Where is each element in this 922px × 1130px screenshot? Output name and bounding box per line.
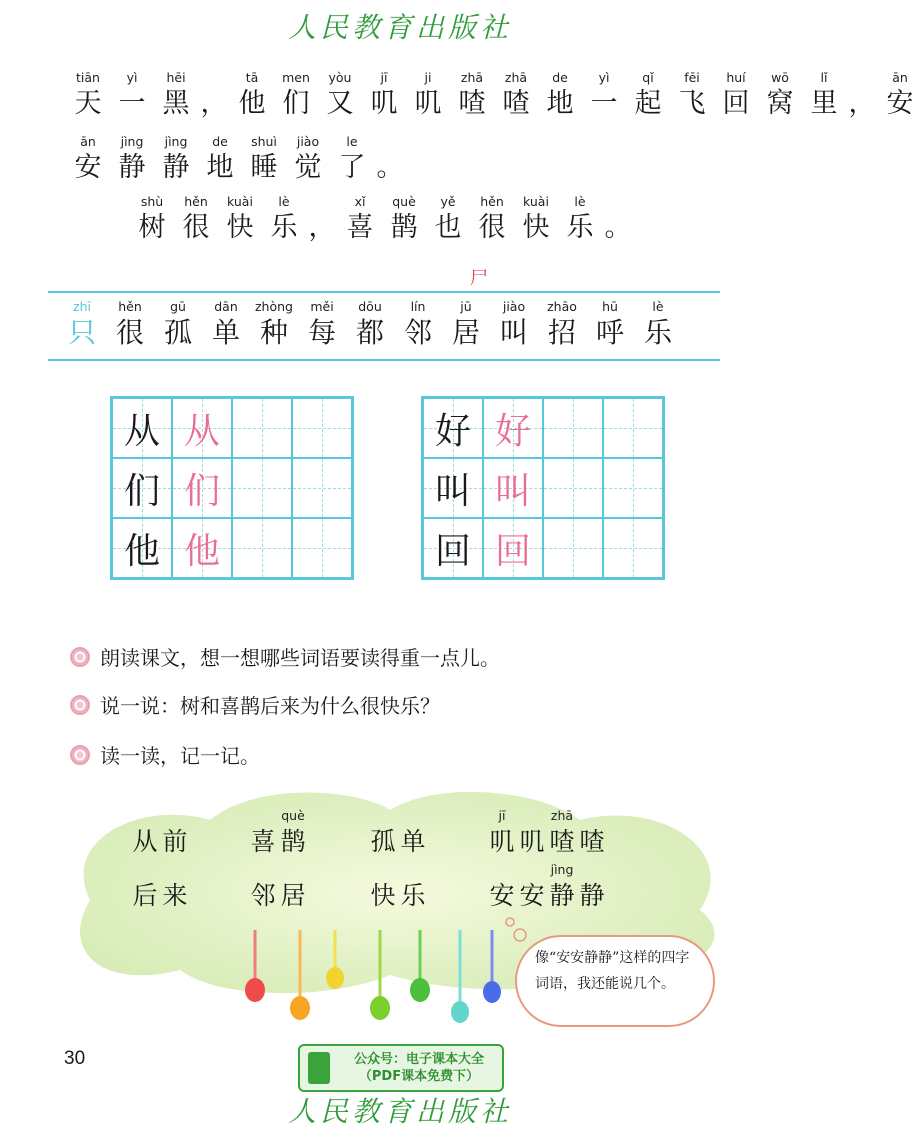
vocab-word [248,808,308,860]
syllable [582,70,626,122]
grid-cell [543,458,603,518]
hanzi: 静 [579,881,605,910]
hanzi: 孤 [370,827,396,856]
hanzi: 。 [604,212,632,243]
vocab-word [130,808,190,860]
hanzi: 每 [307,316,336,349]
hanzi: 他 [238,88,266,119]
syllable [714,70,758,122]
speech-bubble: 像“安安静静”这样的四字词语，我还能说几个。 [515,935,715,1027]
syllable [198,134,242,186]
syllable [374,134,406,186]
pinyin: jiào [296,134,320,149]
grid-cell [423,458,483,518]
syllable [346,299,394,351]
hanzi: 喳 [549,827,575,856]
pinyin: hěn [184,194,208,209]
syllable [218,194,262,246]
syllable [626,70,670,122]
hanzi: 从 [132,827,158,856]
hanzi: 鹊 [390,212,418,243]
syllable [198,70,230,122]
grid-cell [232,458,292,518]
pinyin: jī [498,808,506,823]
pinyin: dōu [358,299,382,314]
hanzi: 邻 [250,881,276,910]
pinyin: lè [278,194,290,209]
syllable [286,134,330,186]
hanzi: 叽 [370,88,398,119]
syllable [450,70,494,122]
hanzi: 孤 [163,316,192,349]
hanzi: 飞 [678,88,706,119]
grid-cell [543,398,603,458]
hanzi: 乐 [400,881,426,910]
hanzi: 喳 [502,88,530,119]
syllable [394,299,442,351]
question-2 [70,690,440,719]
hanzi: 里 [810,88,838,119]
writing-grid-left [110,396,354,580]
radical-note: 尸 [470,268,488,289]
syllable [230,70,274,122]
question-text: 朗读课文，想一想哪些词语要读得重一点儿。 [100,646,500,670]
question-text: 说一说：树和喜鹊后来为什么很快乐？ [100,694,440,718]
hanzi: 叽 [414,88,442,119]
syllable [470,194,514,246]
pinyin: yòu [328,70,352,85]
hanzi: 一 [118,88,146,119]
stamp-line-1: 公众号：电子课本大全 [353,1052,484,1067]
hanzi: 居 [280,881,306,910]
vocab-word [368,862,428,914]
syllable [248,862,278,914]
hanzi: 也 [434,212,462,243]
syllable [298,299,346,351]
hanzi: 很 [478,212,506,243]
syllable [110,70,154,122]
pinyin: tā [245,70,259,85]
hanzi: 快 [522,212,550,243]
pinyin: huí [726,70,746,85]
pinyin: yě [440,194,456,209]
syllable [494,70,538,122]
hanzi: 来 [162,881,188,910]
syllable [547,862,577,914]
hanzi: 树 [138,212,166,243]
syllable [58,299,106,351]
pinyin: zhā [460,70,484,85]
hanzi: 叽 [489,827,515,856]
syllable [362,70,406,122]
hanzi: 邻 [403,316,432,349]
grid-cell [483,398,543,458]
syllable [577,808,607,860]
hanzi: 乐 [643,316,672,349]
syllable [514,194,558,246]
pinyin: zhā [504,70,528,85]
syllable [487,808,517,860]
syllable [406,70,450,122]
syllable [154,134,198,186]
hanzi: 乐 [566,212,594,243]
hanzi: 喳 [458,88,486,119]
syllable [517,808,547,860]
book-icon [308,1052,330,1084]
hanzi: ， [200,88,228,119]
hanzi: 很 [182,212,210,243]
hanzi: 安 [489,881,515,910]
hanzi: 地 [546,88,574,119]
syllable [577,862,607,914]
pinyin: hū [602,299,618,314]
syllable [368,808,398,860]
hanzi: 静 [118,152,146,183]
pinyin: jìng [164,134,188,149]
pinyin: men [282,70,310,85]
question-text: 读一读，记一记。 [100,744,260,768]
syllable [160,862,190,914]
hanzi: 起 [634,88,662,119]
model-character: 他 [123,530,160,572]
hanzi: 。 [376,152,404,183]
pinyin: lǐ [820,70,828,85]
syllable [602,194,634,246]
grid-cell [112,458,172,518]
trace-character: 好 [494,410,531,452]
syllable [878,70,922,122]
grid-cell [603,398,663,458]
syllable [274,70,318,122]
pinyin: qǐ [642,70,654,85]
grid-cell [112,518,172,578]
grid-cell [483,458,543,518]
trace-character: 们 [183,470,220,512]
grid-cell [172,398,232,458]
syllable [202,299,250,351]
hanzi: 了 [338,152,366,183]
hanzi: 安 [519,881,545,910]
syllable [426,194,470,246]
grid-cell [232,398,292,458]
syllable [846,70,878,122]
pinyin: lè [574,194,586,209]
vocab-word [487,862,607,914]
pinyin: jìng [550,862,574,877]
vocab-word [130,862,190,914]
pinyin: jī [380,70,388,85]
grid-cell [292,398,352,458]
text-line [66,70,922,122]
hanzi: 喜 [346,212,374,243]
pinyin: kuài [523,194,549,209]
pinyin: yì [126,70,138,85]
pinyin: le [346,134,358,149]
grid-cell [172,458,232,518]
hanzi: 快 [370,881,396,910]
pinyin: měi [310,299,334,314]
hanzi: 单 [211,316,240,349]
hanzi: 安 [74,152,102,183]
hanzi: ， [308,212,336,243]
pinyin: de [212,134,228,149]
stamp-line-2: （PDF课本免费下） [358,1069,480,1084]
syllable [248,808,278,860]
question-1 [70,642,500,671]
syllable [558,194,602,246]
syllable [106,299,154,351]
pinyin: jiào [502,299,526,314]
hanzi: 地 [206,152,234,183]
pinyin: wō [771,70,789,85]
pinyin: què [392,194,416,209]
text-line [130,194,634,246]
new-characters-bar [48,291,720,361]
syllable [670,70,714,122]
trace-character: 叫 [494,470,531,512]
model-character: 回 [434,530,471,572]
grid-cell [292,518,352,578]
syllable [338,194,382,246]
hanzi: 乐 [270,212,298,243]
writing-grid-right [421,396,665,580]
syllable [130,194,174,246]
syllable [538,70,582,122]
syllable [634,299,682,351]
hanzi: 呼 [595,316,624,349]
syllable [368,862,398,914]
syllable [278,808,308,860]
pinyin: jū [460,299,472,314]
pinyin: tiān [76,70,100,85]
model-character: 从 [123,410,160,452]
grid-cell [543,518,603,578]
pinyin: lè [652,299,664,314]
hanzi: 们 [282,88,310,119]
pinyin: hēi [166,70,186,85]
grid-cell [603,458,663,518]
pinyin: zhī [73,299,91,314]
syllable [130,808,160,860]
syllable [154,70,198,122]
hanzi: 前 [162,827,188,856]
syllable [306,194,338,246]
pinyin: ān [892,70,908,85]
syllable [154,299,202,351]
text-line [66,134,406,186]
hanzi: 都 [355,316,384,349]
grid-cell [292,458,352,518]
syllable [250,299,298,351]
syllable [490,299,538,351]
pinyin: shù [140,194,164,209]
hanzi: 黑 [162,88,190,119]
pinyin: jìng [120,134,144,149]
syllable [242,134,286,186]
syllable [110,134,154,186]
pinyin: ān [80,134,96,149]
syllable [278,862,308,914]
syllable [66,134,110,186]
syllable [318,70,362,122]
syllable [330,134,374,186]
flower-bullet-icon [70,695,90,715]
flower-bullet-icon [70,745,90,765]
pinyin: hěn [480,194,504,209]
vocab-word [368,808,428,860]
vocab-word [487,808,607,860]
hanzi: 居 [451,316,480,349]
grid-cell [112,398,172,458]
syllable [262,194,306,246]
grid-cell [232,518,292,578]
pinyin: gū [170,299,186,314]
hanzi: 一 [590,88,618,119]
hanzi: 喜 [250,827,276,856]
hanzi: 觉 [294,152,322,183]
syllable [538,299,586,351]
hanzi: 后 [132,881,158,910]
model-character: 叫 [434,470,471,512]
syllable [802,70,846,122]
hanzi: 窝 [766,88,794,119]
hanzi: 很 [115,316,144,349]
pinyin: zhā [550,808,574,823]
trace-character: 他 [183,530,220,572]
syllable [130,862,160,914]
question-3 [70,740,260,769]
pinyin: shuì [251,134,277,149]
hanzi: 单 [400,827,426,856]
hanzi: 招 [547,316,576,349]
grid-cell [603,518,663,578]
pinyin: ji [424,70,432,85]
trace-character: 从 [183,410,220,452]
hanzi: ， [848,88,876,119]
header-publisher: 人民教育出版社 [287,11,512,44]
hanzi: 安 [886,88,914,119]
hanzi: 静 [162,152,190,183]
hanzi: 叽 [519,827,545,856]
hanzi: 喳 [579,827,605,856]
pinyin: què [281,808,305,823]
hanzi: 快 [226,212,254,243]
syllable [398,862,428,914]
pinyin: zhòng [255,299,293,314]
trace-character: 回 [494,530,531,572]
hanzi: 静 [549,881,575,910]
pinyin: kuài [227,194,253,209]
syllable [487,862,517,914]
syllable [66,70,110,122]
hanzi: 天 [74,88,102,119]
pinyin: de [552,70,568,85]
pinyin: zhāo [547,299,577,314]
grid-cell [423,518,483,578]
hanzi: 又 [326,88,354,119]
model-character: 们 [123,470,160,512]
hanzi: 鹊 [280,827,306,856]
hanzi: 回 [722,88,750,119]
syllable [382,194,426,246]
syllable [398,808,428,860]
hanzi: 种 [259,316,288,349]
grid-cell [423,398,483,458]
syllable [174,194,218,246]
hanzi: 只 [67,316,96,349]
syllable [517,862,547,914]
page-number: 30 [64,1048,86,1069]
pinyin: hěn [118,299,142,314]
syllable [547,808,577,860]
vocab-word [248,862,308,914]
grid-cell [483,518,543,578]
hanzi: 睡 [250,152,278,183]
footer-publisher: 人民教育出版社 [287,1095,512,1128]
syllable [586,299,634,351]
pinyin: yì [598,70,610,85]
pinyin: xǐ [354,194,366,209]
grid-cell [172,518,232,578]
syllable [160,808,190,860]
syllable [442,299,490,351]
pinyin: lín [410,299,426,314]
hanzi: 叫 [499,316,528,349]
model-character: 好 [434,410,471,452]
flower-bullet-icon [70,647,90,667]
pinyin: fēi [684,70,700,85]
syllable [758,70,802,122]
watermark-stamp [298,1044,504,1092]
pinyin: dān [214,299,238,314]
